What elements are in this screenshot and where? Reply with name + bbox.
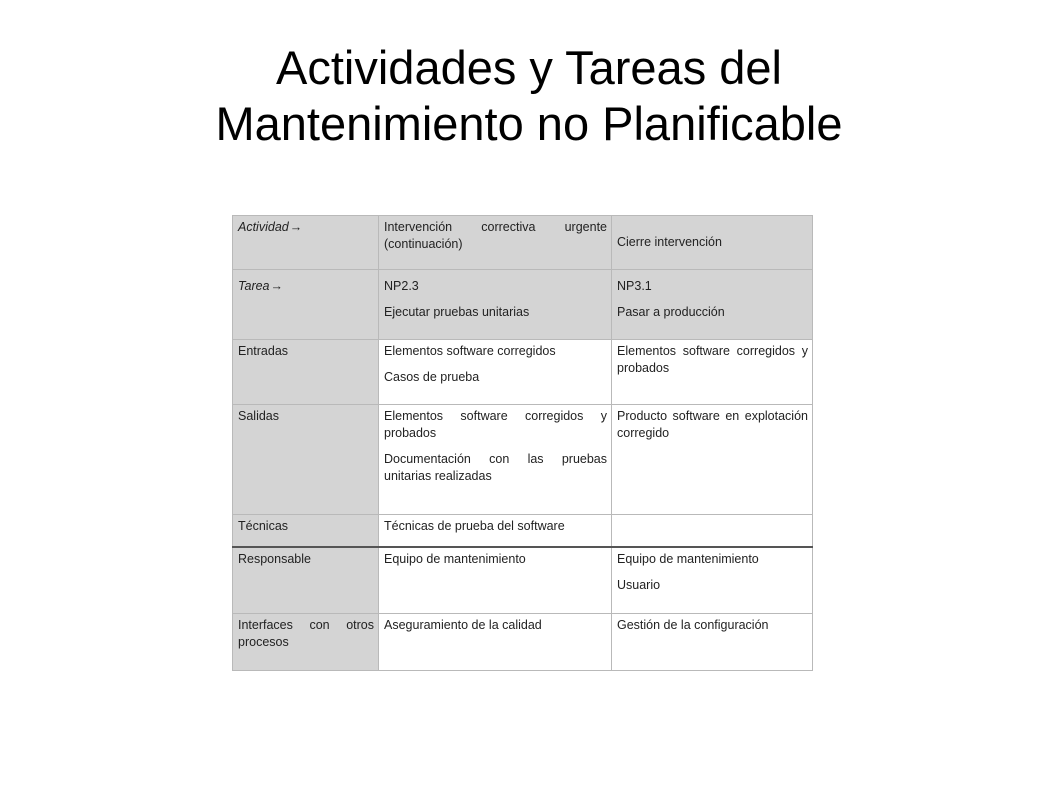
activity-table-container bbox=[232, 215, 812, 671]
arrow-right-icon: → bbox=[289, 220, 303, 234]
entradas-col1-item: Elementos software corregidos bbox=[384, 344, 556, 358]
actividad-col1 bbox=[379, 216, 612, 270]
salidas-col2-text: Producto software en explotación corregido bbox=[617, 409, 808, 440]
actividad-col2-text: Cierre intervención bbox=[617, 234, 722, 249]
entradas-col2-text: Elementos software corregidos y probados bbox=[617, 344, 808, 375]
table-row-salidas bbox=[233, 405, 813, 515]
table-row-responsable bbox=[233, 547, 813, 614]
row-label-tecnicas: Técnicas bbox=[233, 515, 379, 547]
tarea-col1-name: Ejecutar pruebas unitarias bbox=[384, 305, 530, 319]
tecnicas-col1: Técnicas de prueba del software bbox=[379, 515, 612, 547]
slide-title-line-2: Mantenimiento no Planificable bbox=[215, 97, 843, 150]
responsable-col2-item: Equipo de mantenimiento bbox=[617, 551, 759, 566]
responsable-col2-item: Usuario bbox=[617, 577, 661, 592]
tarea-label: Tarea bbox=[238, 279, 270, 293]
actividad-label: Actividad bbox=[238, 220, 289, 234]
tecnicas-col2 bbox=[612, 515, 813, 547]
responsable-col1: Equipo de mantenimiento bbox=[379, 547, 612, 614]
tarea-col2 bbox=[612, 270, 813, 340]
interfaces-col1: Aseguramiento de la calidad bbox=[379, 614, 612, 671]
row-label-tarea bbox=[233, 270, 379, 340]
table-row-tarea bbox=[233, 270, 813, 340]
actividad-col1-text: Intervención correctiva urgente (continuación) bbox=[384, 220, 607, 251]
activity-table bbox=[232, 215, 813, 671]
tarea-col2-name: Pasar a producción bbox=[617, 305, 725, 319]
row-label-entradas: Entradas bbox=[233, 340, 379, 405]
table-row-interfaces bbox=[233, 614, 813, 671]
entradas-col2 bbox=[612, 340, 813, 405]
table-row-actividad bbox=[233, 216, 813, 270]
salidas-col1-item: Elementos software corregidos y probados bbox=[384, 409, 607, 440]
table-row-entradas bbox=[233, 340, 813, 405]
actividad-col2 bbox=[612, 216, 813, 270]
row-label-actividad bbox=[233, 216, 379, 270]
row-label-interfaces: Interfaces con otros procesos bbox=[233, 614, 379, 671]
tarea-col1 bbox=[379, 270, 612, 340]
arrow-right-icon: → bbox=[270, 279, 284, 293]
slide-title bbox=[0, 40, 1058, 152]
entradas-col1-item: Casos de prueba bbox=[384, 370, 480, 384]
salidas-col1-item: Documentación con las pruebas unitarias realizadas bbox=[384, 452, 607, 483]
salidas-col2 bbox=[612, 405, 813, 515]
table-row-tecnicas bbox=[233, 515, 813, 547]
tarea-col2-code: NP3.1 bbox=[617, 279, 652, 293]
salidas-col1 bbox=[379, 405, 612, 515]
slide-title-line-1: Actividades y Tareas del bbox=[276, 41, 782, 94]
entradas-col1 bbox=[379, 340, 612, 405]
interfaces-col2: Gestión de la configuración bbox=[612, 614, 813, 671]
responsable-col2 bbox=[612, 547, 813, 614]
row-label-salidas: Salidas bbox=[233, 405, 379, 515]
row-label-responsable: Responsable bbox=[233, 547, 379, 614]
tarea-col1-code: NP2.3 bbox=[384, 279, 419, 293]
